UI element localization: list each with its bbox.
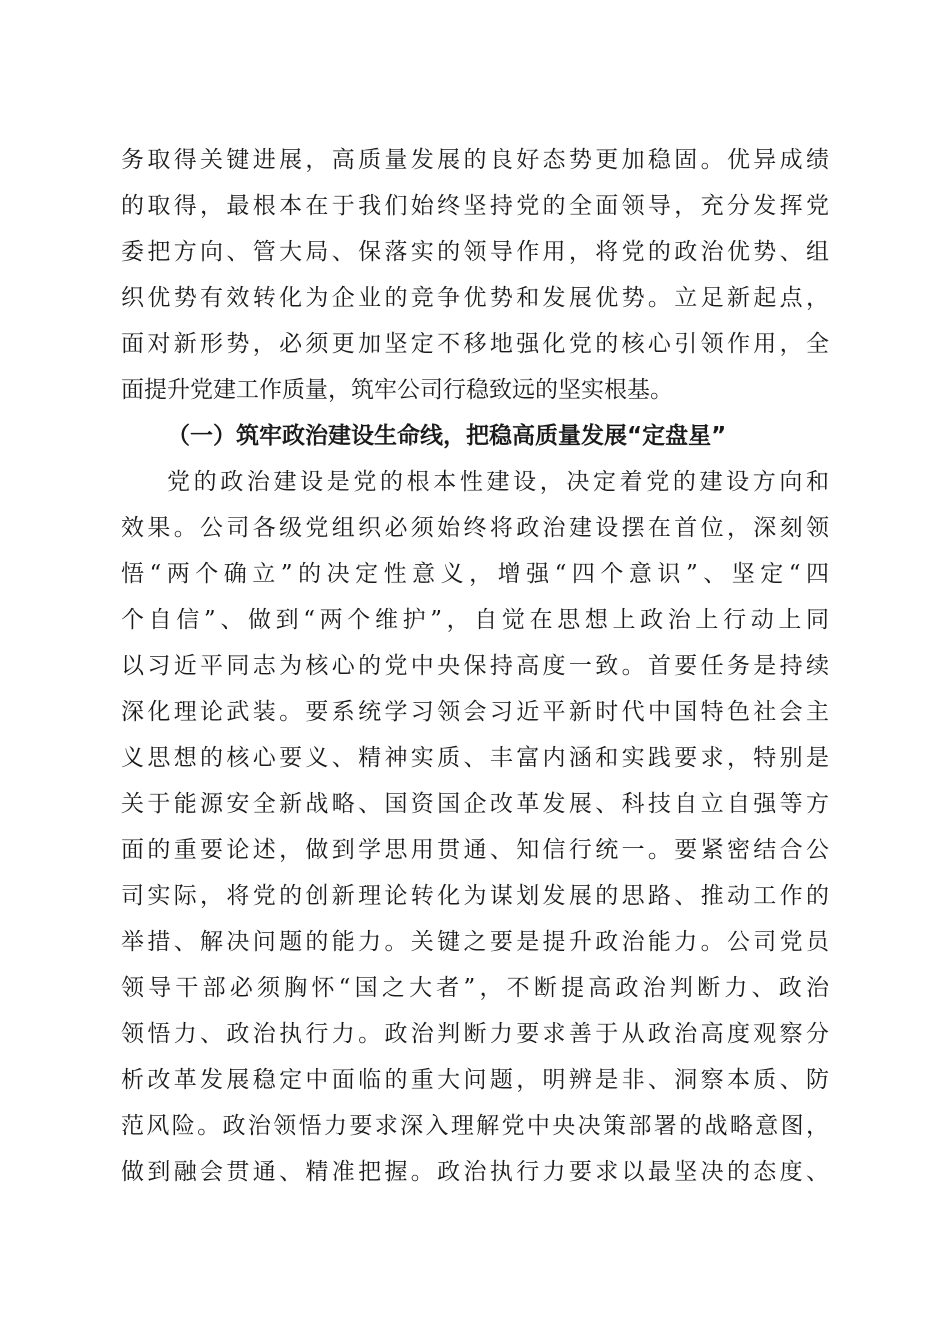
text-line: 关于能源安全新战略、国资国企改革发展、科技自立自强等方 — [121, 791, 829, 817]
text-line: 个自信”、做到“两个维护”，自觉在思想上政治上行动上同 — [121, 607, 829, 633]
text-line: 务取得关键进展，高质量发展的良好态势更加稳固。优异成绩 — [121, 147, 829, 173]
text-line: 深化理论武装。要系统学习领会习近平新时代中国特色社会主 — [121, 699, 829, 725]
text-line: 织优势有效转化为企业的竞争优势和发展优势。立足新起点， — [121, 285, 829, 311]
text-line: 做到融会贯通、精准把握。政治执行力要求以最坚决的态度、 — [121, 1159, 829, 1185]
text-line: 的取得，最根本在于我们始终坚持党的全面领导，充分发挥党 — [121, 193, 829, 219]
text-line: 范风险。政治领悟力要求深入理解党中央决策部署的战略意图， — [121, 1113, 829, 1139]
text-line: 面对新形势，必须更加坚定不移地强化党的核心引领作用，全 — [121, 331, 829, 357]
text-line: 党的政治建设是党的根本性建设，决定着党的建设方向和 — [167, 469, 829, 495]
text-line: 面提升党建工作质量，筑牢公司行稳致远的坚实根基。 — [121, 377, 673, 403]
text-line: 义思想的核心要义、精神实质、丰富内涵和实践要求，特别是 — [121, 745, 829, 771]
text-line: 面的重要论述，做到学思用贯通、知信行统一。要紧密结合公 — [121, 837, 829, 863]
text-line: 领导干部必须胸怀“国之大者”，不断提高政治判断力、政治 — [121, 975, 829, 1001]
text-line: 悟“两个确立”的决定性意义，增强“四个意识”、坚定“四 — [121, 561, 829, 587]
section-heading: （一）筑牢政治建设生命线，把稳高质量发展“定盘星” — [167, 423, 727, 449]
text-line: 析改革发展稳定中面临的重大问题，明辨是非、洞察本质、防 — [121, 1067, 829, 1093]
text-line: 以习近平同志为核心的党中央保持高度一致。首要任务是持续 — [121, 653, 829, 679]
text-line: 领悟力、政治执行力。政治判断力要求善于从政治高度观察分 — [121, 1021, 829, 1047]
text-line: 司实际，将党的创新理论转化为谋划发展的思路、推动工作的 — [121, 883, 829, 909]
text-line: 举措、解决问题的能力。关键之要是提升政治能力。公司党员 — [121, 929, 829, 955]
text-line: 委把方向、管大局、保落实的领导作用，将党的政治优势、组 — [121, 239, 829, 265]
text-line: 效果。公司各级党组织必须始终将政治建设摆在首位，深刻领 — [121, 515, 829, 541]
